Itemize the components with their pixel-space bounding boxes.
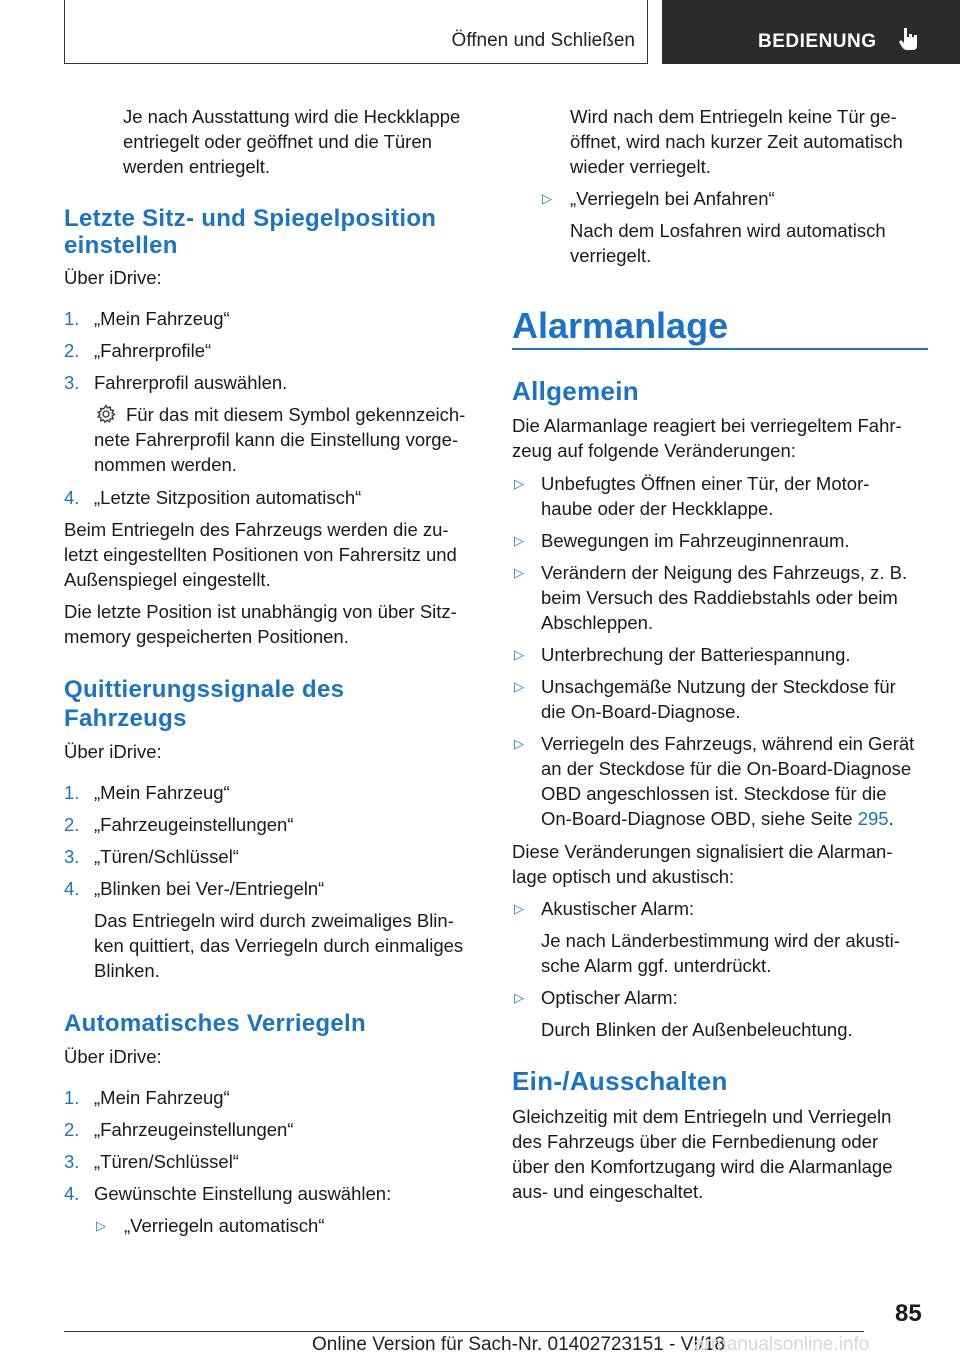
section-heading: einstellen: [64, 232, 178, 259]
paragraph-line: über den Komfortzugang wird die Alarmanlage: [512, 1156, 893, 1177]
bullet-triangle-icon: ▷: [514, 736, 524, 751]
bullet-desc: Je nach Länderbestimmung wird der akusti-: [541, 930, 900, 951]
note-line: ken quittiert, das Verriegeln durch einmaliges: [94, 935, 464, 956]
note-line: Für das mit diesem Symbol gekennzeich-: [126, 404, 466, 425]
paragraph-line: Die Alarmanlage reagiert bei verriegeltem Fahr-: [512, 415, 902, 436]
bullet-triangle-icon: ▷: [96, 1218, 106, 1233]
header-chapter: Öffnen und Schließen: [451, 30, 635, 51]
header-section-box: [662, 0, 960, 64]
section-heading: Fahrzeugs: [64, 705, 187, 732]
paragraph-line: memory gespeicherten Positionen.: [64, 626, 349, 647]
step-text: „Fahrzeugeinstellungen“: [94, 814, 294, 835]
bullet-triangle-icon: ▷: [514, 476, 524, 491]
list-item: Akustischer Alarm:: [541, 898, 695, 919]
via-idrive: Über iDrive:: [64, 267, 162, 288]
paragraph-line: aus- und eingeschaltet.: [512, 1181, 704, 1202]
list-item: Unterbrechung der Batteriespannung.: [541, 644, 851, 665]
step-number: 2.: [64, 340, 80, 361]
chapter-rule: [512, 348, 928, 350]
footer-version: Online Version für Sach-Nr. 01402723151 - VI/18: [312, 1334, 725, 1355]
list-item: haube oder der Heckklappe.: [541, 498, 774, 519]
step-number: 2.: [64, 814, 80, 835]
step-text: „Mein Fahrzeug“: [94, 308, 230, 329]
bullet-triangle-icon: ▷: [514, 533, 524, 548]
via-idrive: Über iDrive:: [64, 741, 162, 762]
list-item: OBD angeschlossen ist. Steckdose für die: [541, 783, 887, 804]
page-reference-link[interactable]: 295: [857, 808, 889, 829]
step-text: „Blinken bei Ver-/Entriegeln“: [94, 878, 325, 899]
gear-icon: [96, 404, 116, 424]
step-text: „Letzte Sitzposition automatisch“: [94, 487, 362, 508]
header-section: BEDIENUNG: [758, 31, 877, 52]
chapter-title: Alarmanlage: [512, 305, 729, 346]
continued-line: öffnet, wird nach kurzer Zeit automatisch: [570, 131, 903, 152]
footer-rule: [64, 1331, 864, 1332]
list-item: On-Board-Diagnose OBD, siehe Seite 295.: [541, 808, 894, 829]
watermark: armanualsonline.info: [694, 1334, 870, 1355]
via-idrive: Über iDrive:: [64, 1046, 162, 1067]
step-text: „Fahrerprofile“: [94, 340, 212, 361]
list-item: Bewegungen im Fahrzeuginnenraum.: [541, 530, 850, 551]
step-number: 1.: [64, 308, 80, 329]
list-item: an der Steckdose für die On-Board-Diagnose: [541, 758, 912, 779]
bullet-desc: Nach dem Losfahren wird automatisch: [570, 220, 886, 241]
list-item: Verändern der Neigung des Fahrzeugs, z. B.: [541, 562, 908, 583]
step-text: „Türen/Schlüssel“: [94, 846, 239, 867]
note-line: nete Fahrerprofil kann die Einstellung vorge-: [94, 429, 459, 450]
bullet-triangle-icon: ▷: [542, 191, 552, 206]
bullet-triangle-icon: ▷: [514, 565, 524, 580]
section-heading: Letzte Sitz- und Spiegelposition: [64, 205, 437, 232]
bullet-text: „Verriegeln automatisch“: [124, 1215, 325, 1236]
step-number: 4.: [64, 487, 80, 508]
step-number: 1.: [64, 1087, 80, 1108]
section-heading: Automatisches Verriegeln: [64, 1010, 366, 1037]
hand-pointer-icon: [896, 26, 922, 52]
step-text: Gewünschte Einstellung auswählen:: [94, 1183, 392, 1204]
bullet-desc: verriegelt.: [570, 245, 652, 266]
list-item: Optischer Alarm:: [541, 987, 678, 1008]
paragraph-line: Diese Veränderungen signalisiert die Alarman-: [512, 841, 893, 862]
paragraph-line: zeug auf folgende Veränderungen:: [512, 440, 796, 461]
step-number: 3.: [64, 1151, 80, 1172]
bullet-text: „Verriegeln bei Anfahren“: [570, 188, 775, 209]
list-item: Unsachgemäße Nutzung der Steckdose für: [541, 676, 896, 697]
list-item: Abschleppen.: [541, 612, 654, 633]
note-line: Das Entriegeln wird durch zweimaliges Blin-: [94, 910, 454, 931]
list-item: die On-Board-Diagnose.: [541, 701, 741, 722]
paragraph-line: Beim Entriegeln des Fahrzeugs werden die zu-: [64, 519, 449, 540]
step-number: 3.: [64, 846, 80, 867]
continued-line: Wird nach dem Entriegeln keine Tür ge-: [570, 106, 897, 127]
step-number: 4.: [64, 1183, 80, 1204]
bullet-triangle-icon: ▷: [514, 901, 524, 916]
step-text: „Mein Fahrzeug“: [94, 1087, 230, 1108]
list-item: Unbefugtes Öffnen einer Tür, der Motor-: [541, 473, 870, 494]
section-heading: Quittierungssignale des: [64, 676, 345, 703]
note-line: Blinken.: [94, 960, 160, 981]
bullet-triangle-icon: ▷: [514, 679, 524, 694]
step-text: Fahrerprofil auswählen.: [94, 372, 288, 393]
note-line: nommen werden.: [94, 454, 237, 475]
list-item: beim Versuch des Raddiebstahls oder beim: [541, 587, 898, 608]
paragraph-line: Die letzte Position ist unabhängig von über Sitz-: [64, 601, 457, 622]
step-text: „Türen/Schlüssel“: [94, 1151, 239, 1172]
list-item: Verriegeln des Fahrzeugs, während ein Gerät: [541, 733, 915, 754]
intro-line: werden entriegelt.: [123, 156, 271, 177]
step-number: 4.: [64, 878, 80, 899]
page-number: 85: [895, 1300, 922, 1327]
step-text: „Fahrzeugeinstellungen“: [94, 1119, 294, 1140]
bullet-triangle-icon: ▷: [514, 990, 524, 1005]
bullet-desc: sche Alarm ggf. unterdrückt.: [541, 955, 772, 976]
paragraph-line: lage optisch und akustisch:: [512, 866, 735, 887]
section-heading: Allgemein: [512, 376, 639, 406]
continued-line: wieder verriegelt.: [570, 156, 711, 177]
intro-line: Je nach Ausstattung wird die Heckklappe: [123, 106, 461, 127]
paragraph-line: des Fahrzeugs über die Fernbedienung oder: [512, 1131, 879, 1152]
paragraph-line: Gleichzeitig mit dem Entriegeln und Verriegeln: [512, 1106, 892, 1127]
section-heading: Ein-/Ausschalten: [512, 1066, 728, 1096]
bullet-triangle-icon: ▷: [514, 647, 524, 662]
step-number: 2.: [64, 1119, 80, 1140]
step-number: 1.: [64, 782, 80, 803]
step-text: „Mein Fahrzeug“: [94, 782, 230, 803]
paragraph-line: Außenspiegel eingestellt.: [64, 569, 271, 590]
bullet-desc: Durch Blinken der Außenbeleuchtung.: [541, 1019, 853, 1040]
step-number: 3.: [64, 372, 80, 393]
paragraph-line: letzt eingestellten Positionen von Fahrersitz und: [64, 544, 457, 565]
intro-line: entriegelt oder geöffnet und die Türen: [123, 131, 432, 152]
header-chapter-box: [64, 0, 648, 64]
